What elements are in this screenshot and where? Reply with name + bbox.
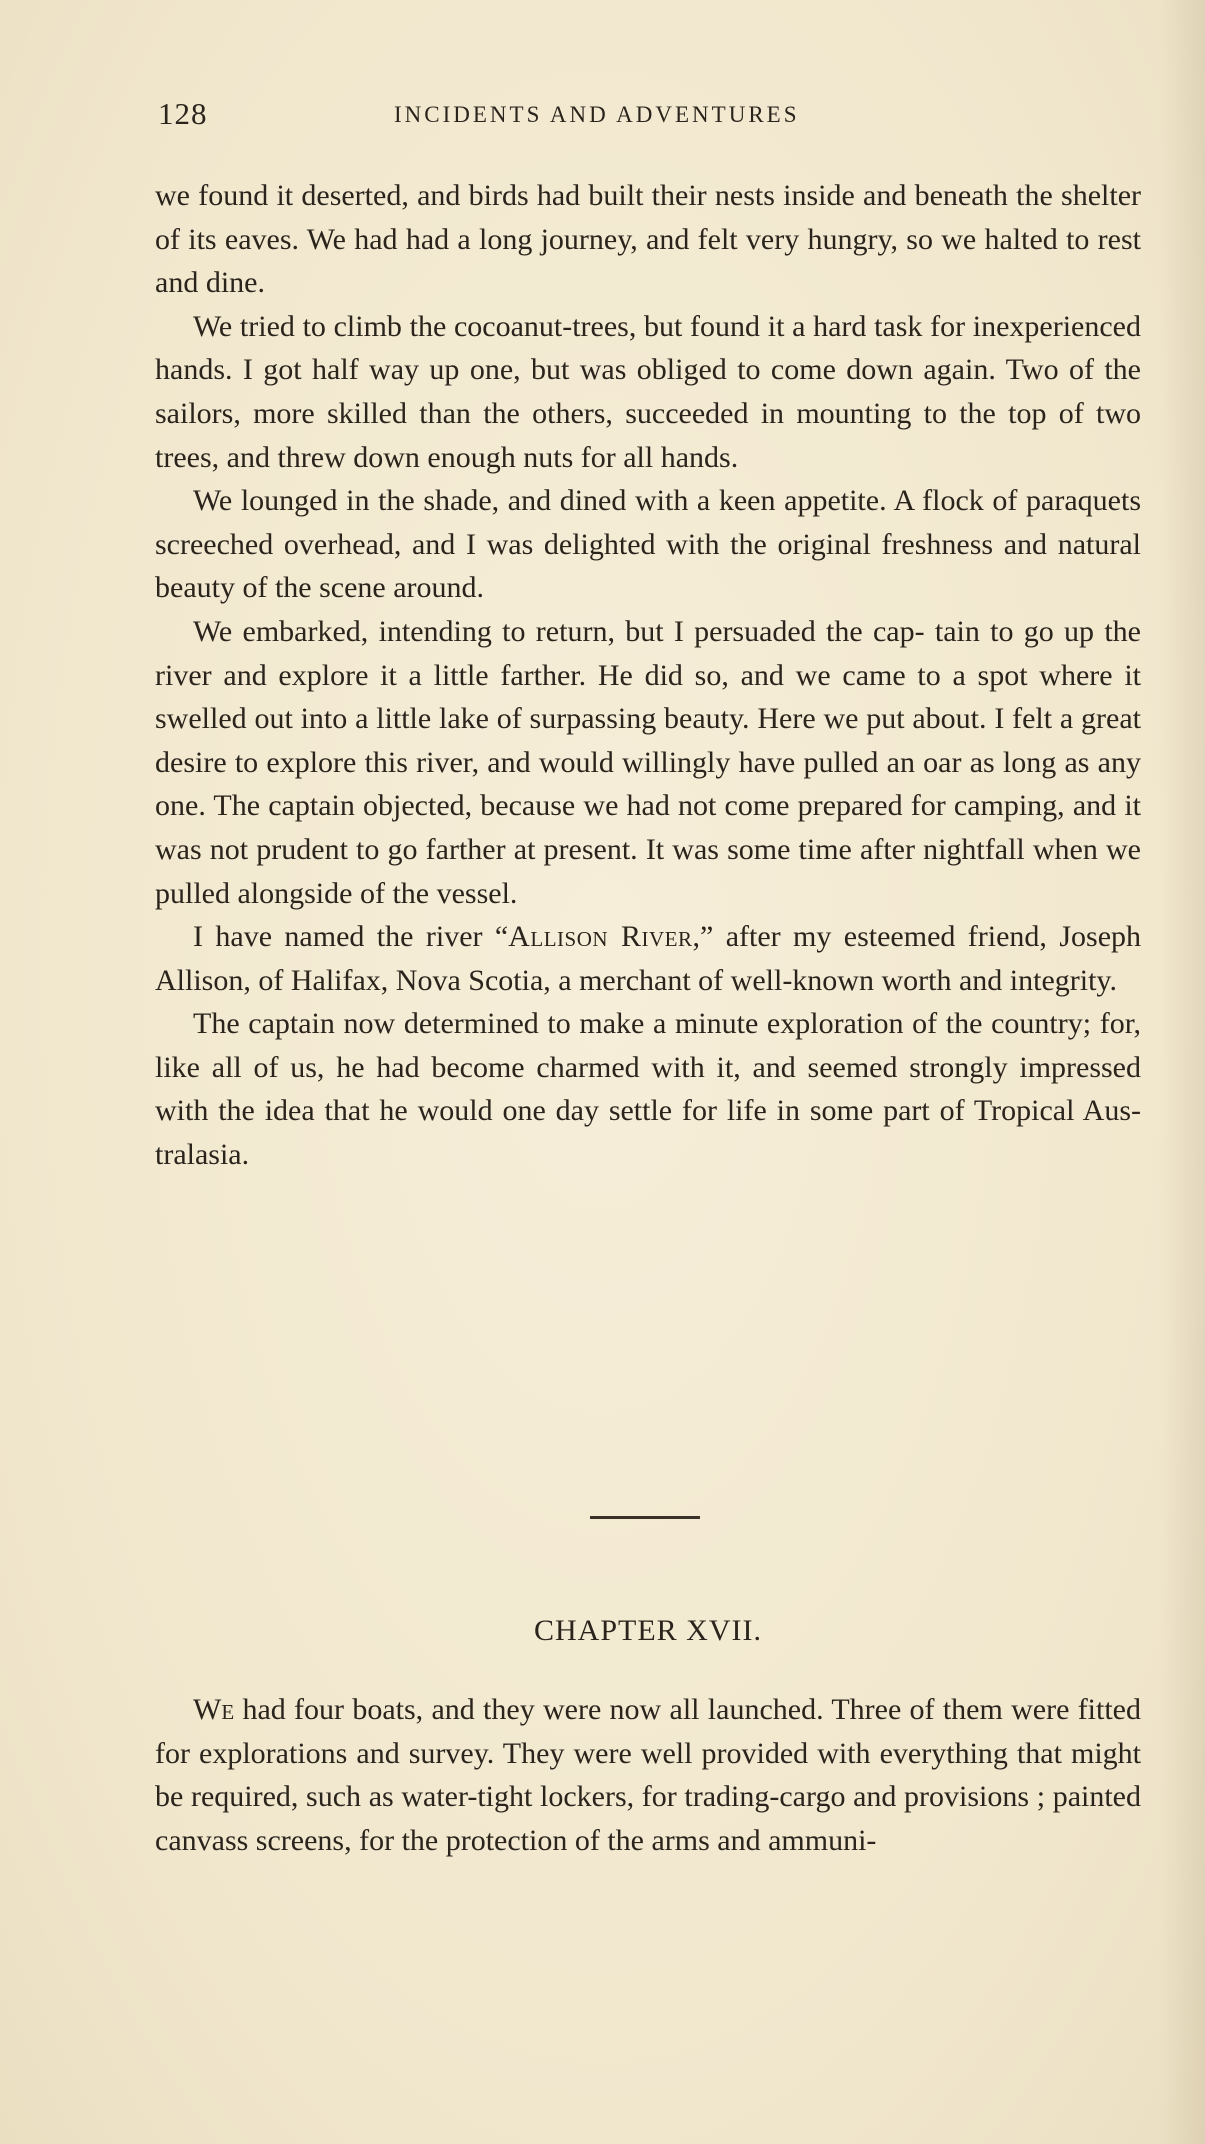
chapter-first-word: We [193, 1693, 235, 1726]
chapter-paragraph-1-text: had four boats, and they were now all launched. Three of them were fitted for explorations and survey. They were well provided with everything that might be required, such as water-tight lockers, for trading-cargo and provisions ; painted canvass screens, for the protection of the arms and ammuni- [155, 1693, 1141, 1857]
body-text [155, 174, 1141, 1177]
paragraph-3: We lounged in the shade, and dined with a keen appetite. A flock of paraquets screeched overhead, and I was delighted with the original freshness and natural beauty of the scene around. [155, 484, 1141, 605]
paragraph-4: We embarked, intending to return, but I persuaded the cap- tain to go up the river and explore it a little farther. He did so, and we came to a spot where it swelled out into a little lake of surpassing beauty. Here we put about. I felt a great desire to explore this river, and would willingly have pulled an oar as long as any one. The captain objected, because we had not come prepared for camping, and it was not prudent to go farther at present. It was some time after nightfall when we pulled alongside of the vessel. [155, 614, 1141, 910]
chapter-text [155, 1688, 1141, 1862]
paragraph-5-rest: ,” after my esteemed friend, Joseph Allison, of Halifax, Nova Scotia, a merchant of well-known worth and integrity. [155, 920, 1142, 997]
page-number: 128 [158, 96, 208, 131]
paragraph-2: We tried to climb the cocoanut-trees, but found it a hard task for inexperienced hands. I got half way up one, but was obliged to come down again. Two of the sailors, more skilled than the others, succeeded in mounting to the top of two trees, and threw down enough nuts for all hands. [155, 309, 1141, 474]
section-divider [590, 1516, 700, 1519]
paragraph-6: The captain now determined to make a minute exploration of the country; for, like all of us, he had become charmed with it, and seemed strongly impressed with the idea that he would one day settle for life in some part of Tropical Aus- tralasia. [155, 1007, 1141, 1172]
chapter-heading: CHAPTER XVII. [534, 1614, 762, 1647]
page-edge-shadow [1160, 0, 1205, 2144]
paragraph-5-lead: I have named the river “ [193, 920, 509, 954]
page-header [158, 96, 1138, 140]
paragraph-5 [155, 915, 1141, 1002]
paragraph-1: we found it deserted, and birds had built their nests inside and beneath the shelter of its eaves. We had had a long journey, and felt very hungry, so we halted to rest and dine. [155, 179, 1141, 300]
chapter-paragraph-1 [155, 1688, 1141, 1862]
river-name: Allison River [508, 920, 693, 954]
running-head: INCIDENTS AND ADVENTURES [394, 102, 800, 127]
